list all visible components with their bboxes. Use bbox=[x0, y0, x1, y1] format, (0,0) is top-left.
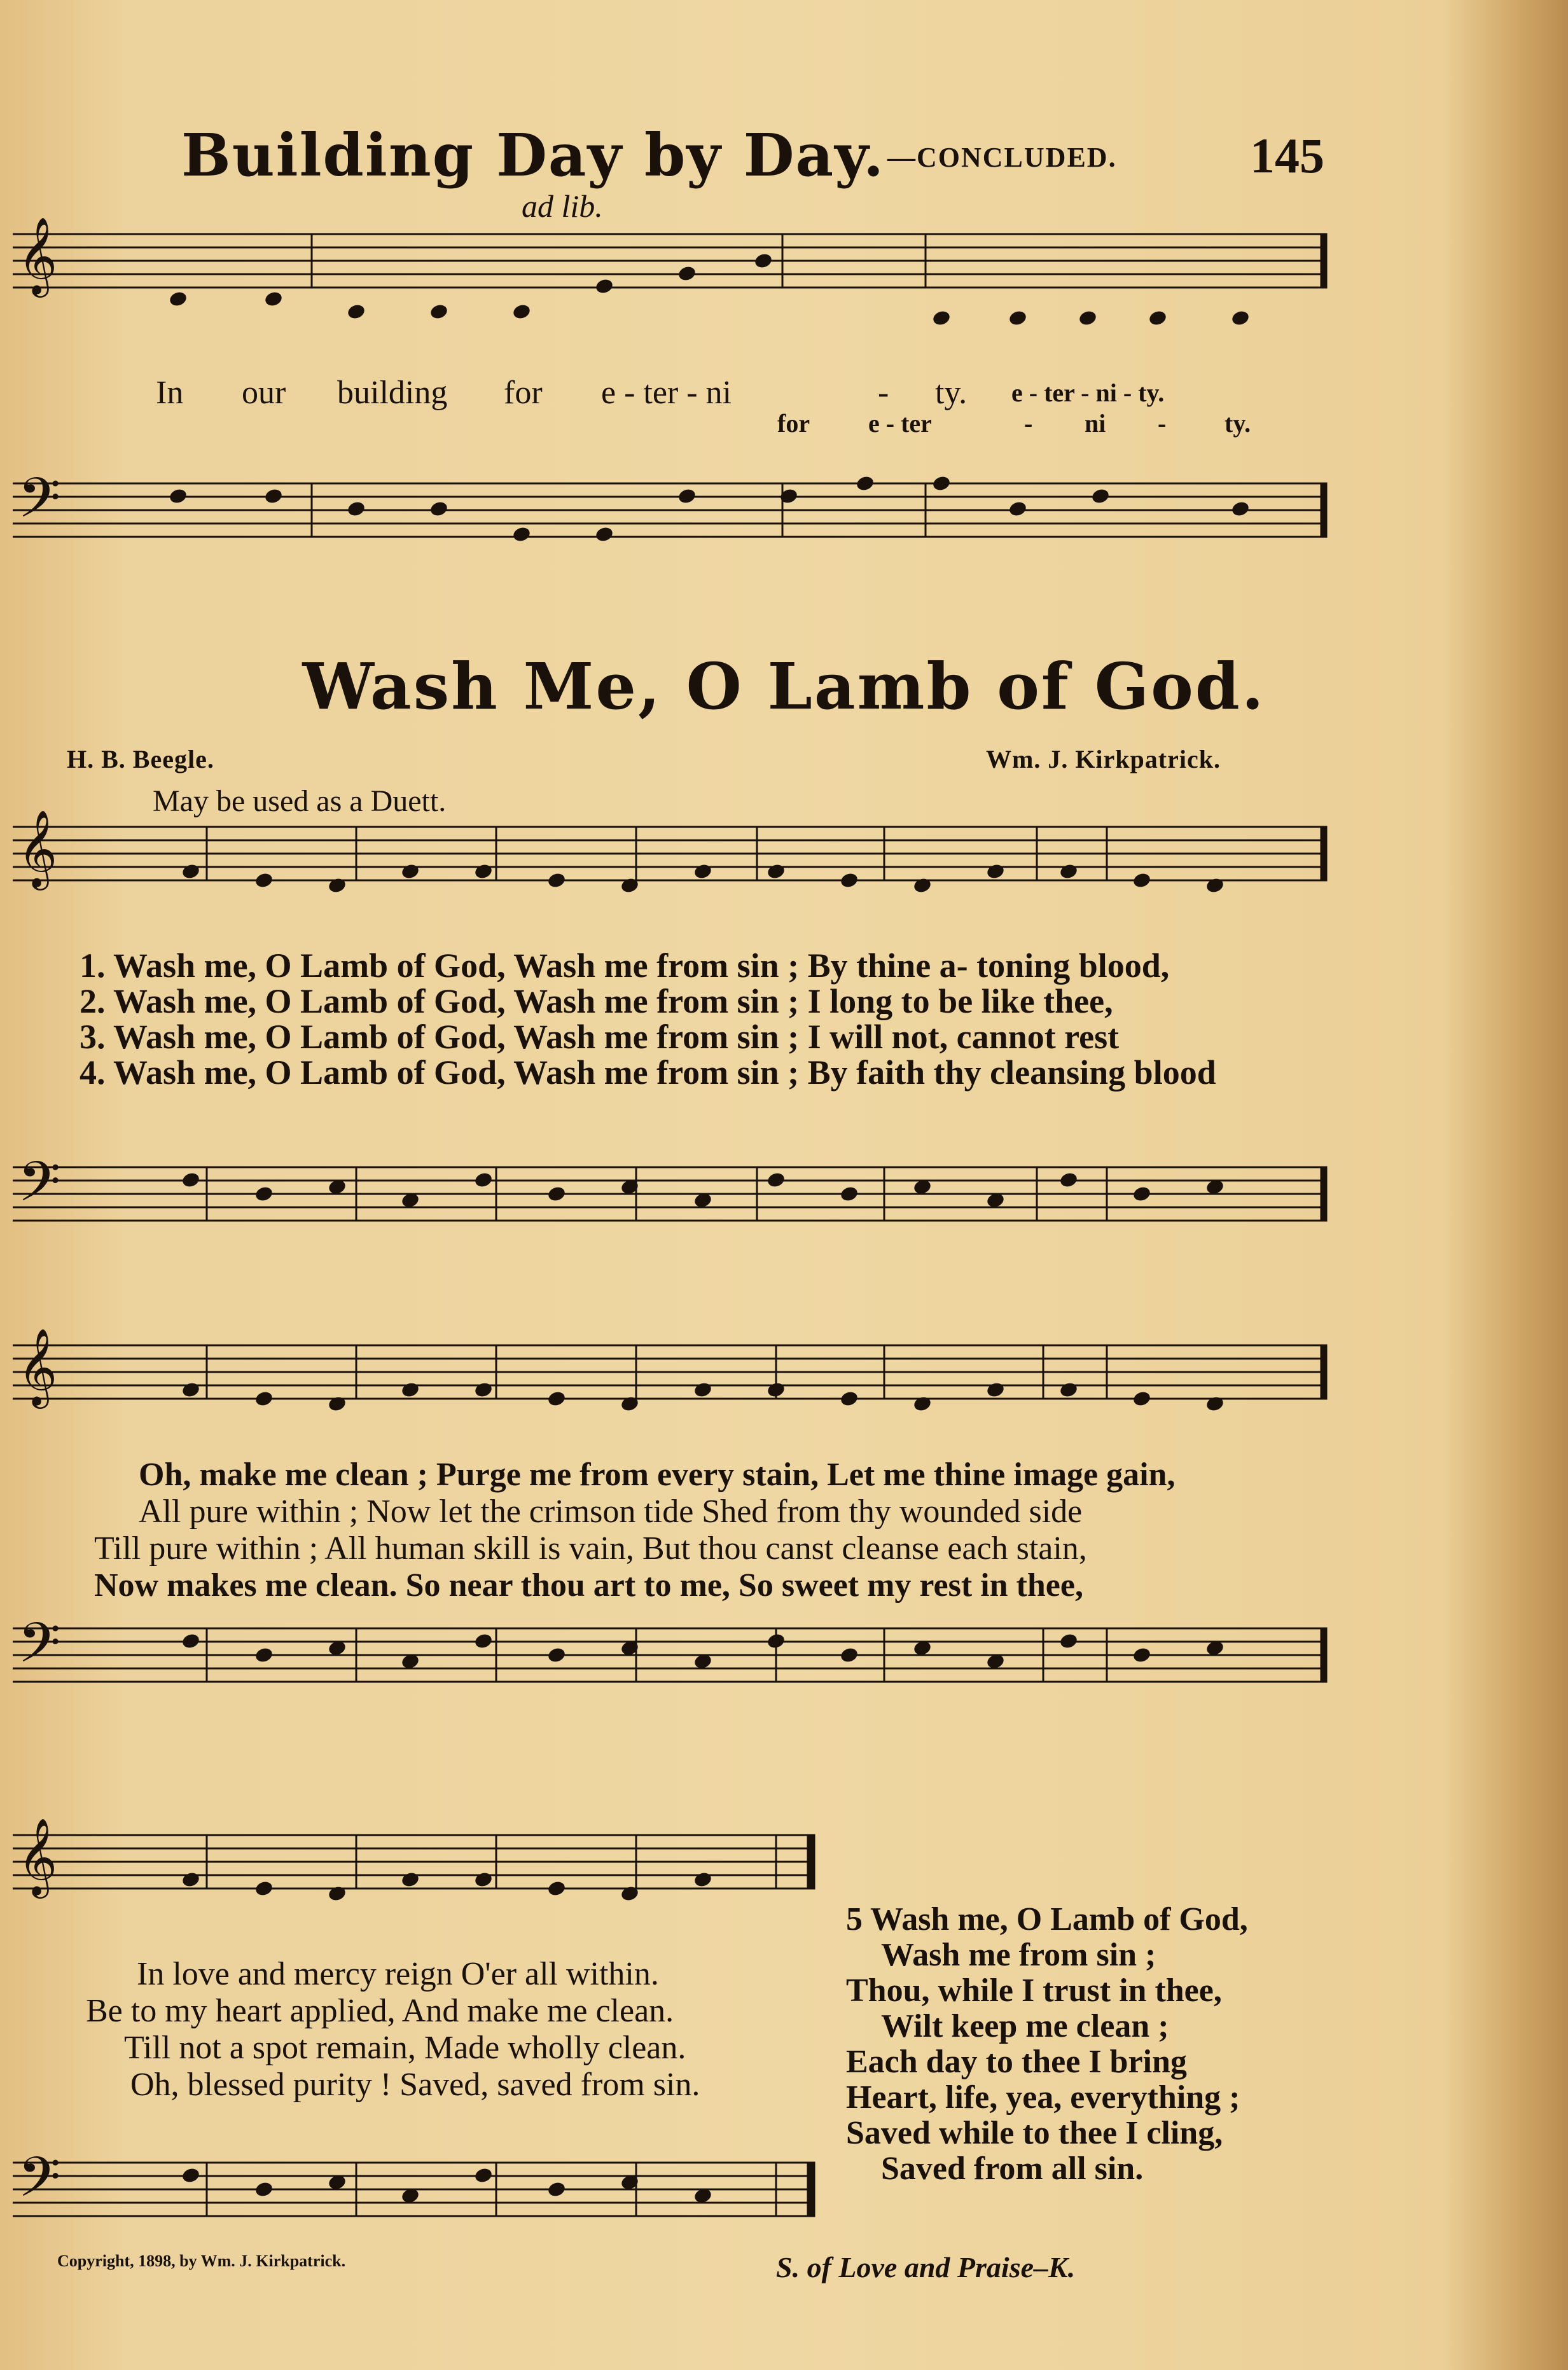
note-head bbox=[181, 1871, 200, 1888]
first-system-alt-6: ty. bbox=[1225, 409, 1251, 438]
stanza-line: Saved while to thee I cling, bbox=[846, 2115, 1223, 2151]
note-head bbox=[511, 303, 531, 321]
note-head bbox=[181, 1171, 200, 1189]
first-system-lyric-8: e - ter - ni - ty. bbox=[1011, 378, 1165, 407]
note-head bbox=[346, 303, 366, 321]
note-head bbox=[753, 252, 773, 270]
first-system-lyric-3: building bbox=[337, 375, 448, 411]
hymn-title: Wash Me, O Lamb of God. bbox=[302, 649, 1266, 724]
first-system-lyric-1: In bbox=[156, 375, 184, 411]
note-head bbox=[546, 1880, 566, 1897]
first-system-lyric-5: e - ter - ni bbox=[601, 375, 732, 411]
concluded-label: —CONCLUDED. bbox=[887, 142, 1117, 173]
note-head bbox=[1132, 1646, 1151, 1664]
note-head bbox=[346, 500, 366, 518]
note-head bbox=[254, 871, 274, 889]
note-head bbox=[1148, 309, 1167, 327]
verse-line: Oh, make me clean ; Purge me from every stain, Let me thine image gain, bbox=[139, 1457, 1176, 1493]
note-head bbox=[254, 1880, 274, 1897]
note-head bbox=[594, 277, 614, 295]
note-head bbox=[181, 1632, 200, 1650]
page-number: 145 bbox=[1250, 128, 1324, 183]
note-head bbox=[254, 1646, 274, 1664]
note-head bbox=[327, 1885, 347, 1902]
verse-line: In love and mercy reign O'er all within. bbox=[137, 1956, 659, 1992]
note-head bbox=[181, 863, 200, 880]
verse-line: 3. Wash me, O Lamb of God, Wash me from sin ; I will not, cannot rest bbox=[80, 1018, 1120, 1056]
note-head bbox=[429, 303, 448, 321]
first-system-alt-2: e - ter bbox=[868, 409, 932, 438]
bass-clef-icon: 𝄢 bbox=[18, 1611, 61, 1689]
note-head bbox=[839, 1646, 859, 1664]
note-head bbox=[263, 487, 283, 505]
stanza-line: Saved from all sin. bbox=[881, 2151, 1144, 2187]
note-head bbox=[677, 487, 697, 505]
stanza-line: 5 Wash me, O Lamb of God, bbox=[846, 1901, 1248, 1937]
copyright-line: Copyright, 1898, by Wm. J. Kirkpatrick. bbox=[57, 2252, 346, 2270]
note-head bbox=[839, 1185, 859, 1203]
note-head bbox=[1132, 871, 1151, 889]
note-head bbox=[1230, 309, 1250, 327]
source-credit: S. of Love and Praise–K. bbox=[776, 2251, 1076, 2283]
note-head bbox=[1230, 500, 1250, 518]
note-head bbox=[400, 1381, 420, 1399]
note-head bbox=[1132, 1185, 1151, 1203]
hymn-composer: Wm. J. Kirkpatrick. bbox=[986, 745, 1221, 773]
note-head bbox=[400, 863, 420, 880]
note-head bbox=[263, 290, 283, 308]
first-system-alt-3: - bbox=[1024, 409, 1033, 438]
note-head bbox=[1205, 877, 1225, 894]
note-head bbox=[1205, 1395, 1225, 1413]
stanza-line: Wash me from sin ; bbox=[881, 1937, 1156, 1973]
note-head bbox=[181, 1381, 200, 1399]
final-bar bbox=[1321, 1345, 1326, 1399]
note-head bbox=[766, 1381, 786, 1399]
note-head bbox=[1078, 309, 1097, 327]
note-head bbox=[473, 1171, 493, 1189]
ad-lib-marking: ad lib. bbox=[522, 188, 603, 224]
final-bar bbox=[1321, 827, 1326, 880]
final-bar bbox=[809, 1835, 814, 1888]
bass-clef-icon: 𝄢 bbox=[18, 1149, 61, 1228]
note-head bbox=[1058, 863, 1078, 880]
note-head bbox=[546, 871, 566, 889]
note-head bbox=[985, 1381, 1005, 1399]
note-head bbox=[985, 863, 1005, 880]
note-head bbox=[429, 500, 448, 518]
stanza-line: Thou, while I trust in thee, bbox=[846, 1972, 1222, 2009]
verse-line: 1. Wash me, O Lamb of God, Wash me from sin ; By thine a- toning blood, bbox=[80, 946, 1170, 985]
note-head bbox=[766, 863, 786, 880]
note-head bbox=[473, 1381, 493, 1399]
verse-line: Till pure within ; All human skill is vain, But thou canst cleanse each stain, bbox=[94, 1530, 1087, 1567]
note-head bbox=[546, 1390, 566, 1408]
verse-line: All pure within ; Now let the crimson tide Shed from thy wounded side bbox=[139, 1493, 1083, 1530]
first-system-lyric-6: - bbox=[878, 375, 889, 411]
note-head bbox=[677, 265, 697, 282]
final-bar bbox=[1321, 1167, 1326, 1221]
treble-clef-icon: 𝄞 bbox=[18, 1817, 58, 1895]
bass-clef-icon: 𝄢 bbox=[18, 466, 61, 544]
note-head bbox=[400, 1871, 420, 1888]
treble-clef-icon: 𝄞 bbox=[18, 1327, 58, 1406]
note-head bbox=[254, 2180, 274, 2198]
treble-clef-icon: 𝄞 bbox=[18, 216, 58, 295]
note-head bbox=[327, 877, 347, 894]
note-head bbox=[254, 1390, 274, 1408]
verse-line: Till not a spot remain, Made wholly clean. bbox=[124, 2030, 686, 2066]
note-head bbox=[693, 1381, 712, 1399]
note-head bbox=[1008, 500, 1027, 518]
verses-part2 bbox=[94, 1457, 1175, 1604]
verse-line: Oh, blessed purity ! Saved, saved from sin. bbox=[130, 2067, 700, 2103]
note-head bbox=[1058, 1381, 1078, 1399]
final-bar bbox=[1321, 234, 1326, 288]
note-head bbox=[855, 475, 875, 492]
note-head bbox=[473, 863, 493, 880]
note-head bbox=[1058, 1171, 1078, 1189]
verse-line: 4. Wash me, O Lamb of God, Wash me from sin ; By faith thy cleansing blood bbox=[80, 1053, 1216, 1091]
first-system-lyric-4: for bbox=[504, 375, 543, 411]
verses-part3 bbox=[80, 1956, 700, 2103]
note-head bbox=[1090, 487, 1110, 505]
note-head bbox=[693, 1871, 712, 1888]
final-bar bbox=[809, 2163, 814, 2216]
first-system-lyric-7: ty. bbox=[935, 375, 968, 411]
note-head bbox=[839, 1390, 859, 1408]
continued-hymn-title: Building Day by Day. bbox=[181, 121, 885, 190]
verse-line: Be to my heart applied, And make me clean. bbox=[86, 1993, 674, 2029]
note-head bbox=[766, 1171, 786, 1189]
note-head bbox=[546, 1646, 566, 1664]
final-bar bbox=[1321, 1628, 1326, 1682]
stanza-line: Heart, life, yea, everything ; bbox=[846, 2079, 1240, 2116]
hymn-author: H. B. Beegle. bbox=[67, 745, 214, 773]
note-head bbox=[931, 475, 951, 492]
note-head bbox=[511, 525, 531, 543]
first-system-alt-1: for bbox=[777, 409, 810, 438]
note-head bbox=[168, 290, 188, 308]
note-head bbox=[327, 1395, 347, 1413]
note-head bbox=[473, 2166, 493, 2184]
note-head bbox=[254, 1185, 274, 1203]
note-head bbox=[912, 1395, 932, 1413]
note-head bbox=[839, 871, 859, 889]
stanza-line: Wilt keep me clean ; bbox=[881, 2008, 1169, 2044]
note-head bbox=[594, 525, 614, 543]
note-head bbox=[1008, 309, 1027, 327]
verse-line: Now makes me clean. So near thou art to me, So sweet my rest in thee, bbox=[94, 1567, 1083, 1604]
verses-part1 bbox=[80, 948, 1216, 1090]
final-bar bbox=[1321, 483, 1326, 537]
first-system-alt-4: ni bbox=[1085, 409, 1106, 438]
note-head bbox=[168, 487, 188, 505]
note-head bbox=[1058, 1632, 1078, 1650]
note-head bbox=[1132, 1390, 1151, 1408]
note-head bbox=[181, 2166, 200, 2184]
first-system-alt-5: - bbox=[1158, 409, 1167, 438]
note-head bbox=[473, 1871, 493, 1888]
treble-clef-icon: 𝄞 bbox=[18, 809, 58, 887]
note-head bbox=[546, 2180, 566, 2198]
stanza-5 bbox=[846, 1902, 1248, 2187]
note-head bbox=[546, 1185, 566, 1203]
bass-clef-icon: 𝄢 bbox=[18, 2145, 61, 2223]
stanza-line: Each day to thee I bring bbox=[846, 2044, 1187, 2080]
first-system-lyric-2: our bbox=[242, 375, 286, 411]
verse-line: 2. Wash me, O Lamb of God, Wash me from sin ; I long to be like thee, bbox=[80, 982, 1113, 1020]
note-head bbox=[931, 309, 951, 327]
note-head bbox=[693, 863, 712, 880]
note-head bbox=[912, 877, 932, 894]
duet-note: May be used as a Duett. bbox=[153, 784, 447, 818]
note-head bbox=[473, 1632, 493, 1650]
note-head bbox=[766, 1632, 786, 1650]
